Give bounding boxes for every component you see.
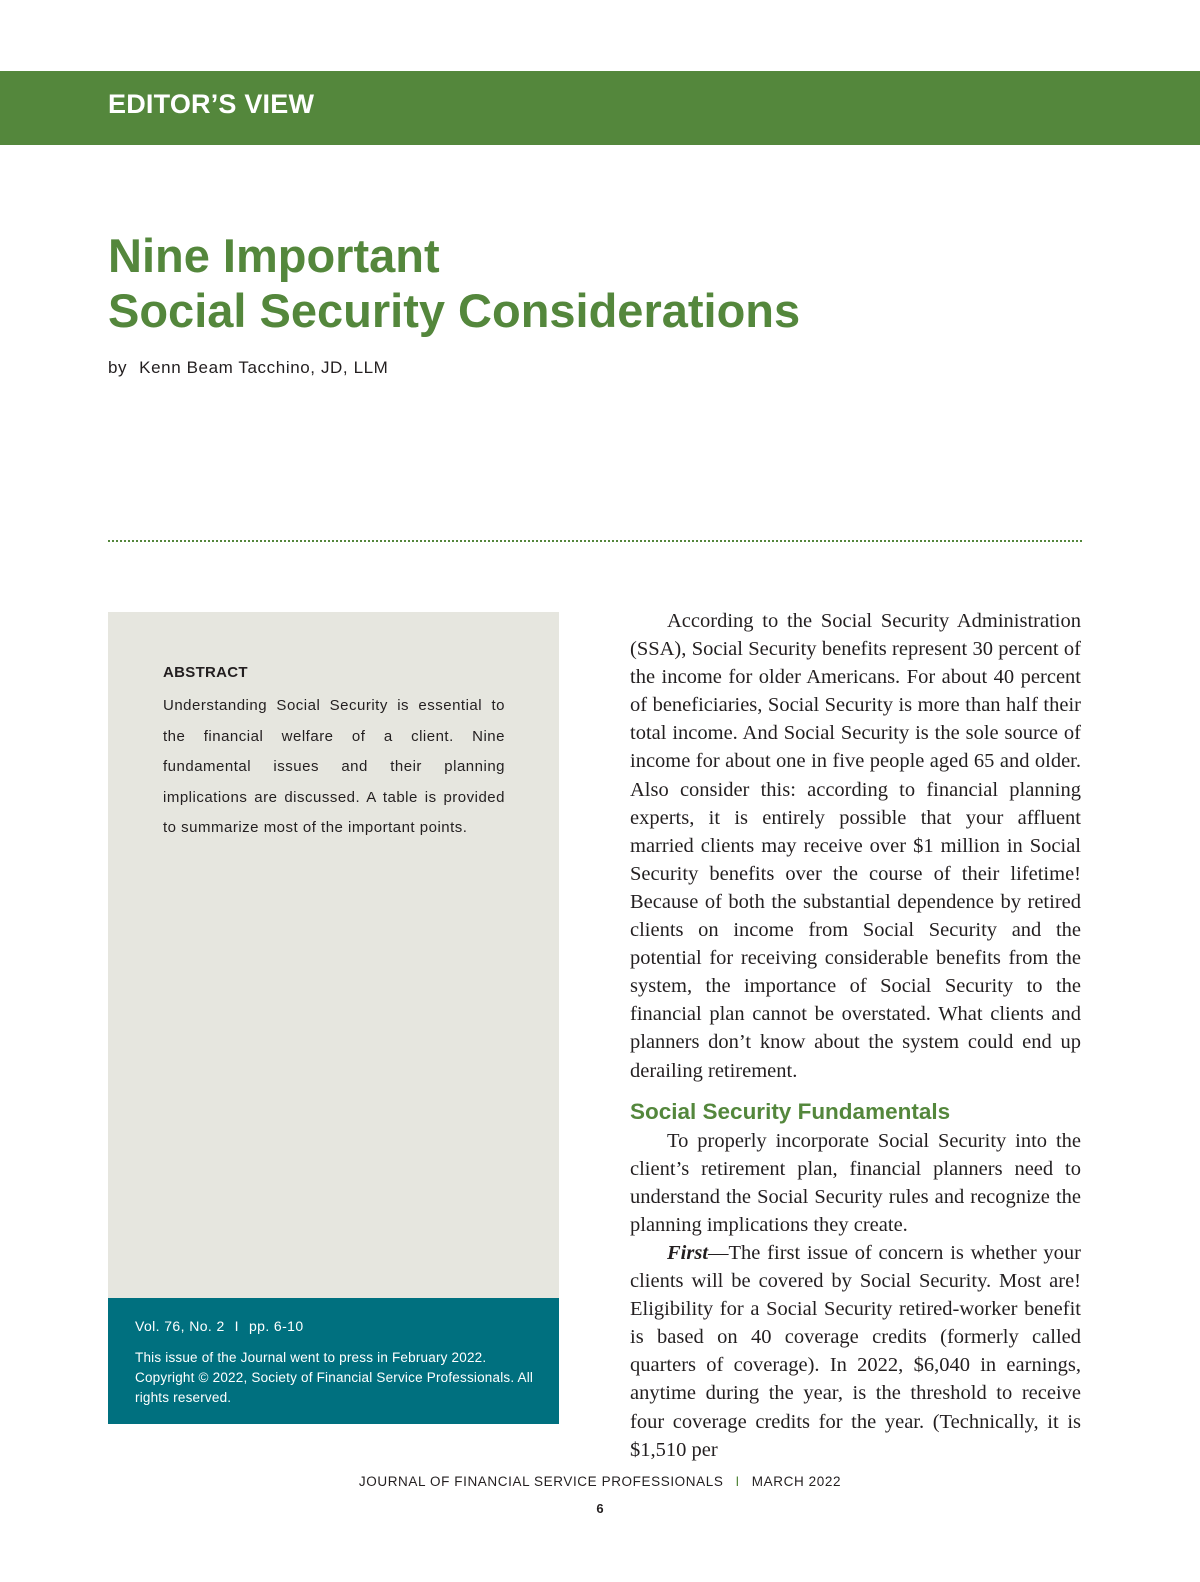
page-number: 6 [596, 1501, 604, 1516]
issue-info-box [108, 1298, 559, 1424]
dotted-divider [108, 540, 1082, 542]
issue-volume: Vol. 76, No. 2 [135, 1318, 225, 1334]
intro-paragraph: According to the Social Security Administration (SSA), Social Security benefits represent 30 percent of the income for older Americans. For about 40 percent of beneficiaries, Social Security is more than half their total income. And Social Security is the sole source of income for about one in five people aged 65 and older. Also consider this: according to financial planning experts, it is entirely possible that your affluent married clients may receive over $1 million in Social Security benefits over the course of their lifetime! Because of both the substantial dependence by retired clients on income from Social Security and the potential for receiving considerable benefits from the system, the importance of Social Security to the financial plan cannot be overstated. What clients and planners don’t know about the system could end up derailing retirement. [630, 610, 1081, 1082]
page-footer [0, 1474, 1200, 1489]
section-heading: Social Security Fundamentals [630, 1098, 951, 1124]
footer-separator: I [735, 1474, 740, 1489]
issue-pages: pp. 6-10 [248, 1318, 304, 1334]
first-issue-text: —The first issue of concern is whether your clients will be covered by Social Security. Most are! Eligibility for a Social Security retired-worker benefit is based on 40 coverage credits (formerly called quarters of coverage). In 2022, $6,040 in earnings, anytime during the year, is the threshold to receive four coverage credits for the year. (Technically, it is $1,510 per [630, 1241, 1081, 1461]
article-title-line-1: Nine Important [108, 229, 440, 282]
issue-copyright-note: This issue of the Journal went to press in February 2022. Copyright © 2022, Society of Financial Service Professionals. All rights reserved. [135, 1350, 534, 1405]
author-name: Kenn Beam Tacchino, JD, LLM [139, 358, 389, 377]
first-issue-paragraph [630, 1239, 1081, 1464]
article-body [630, 607, 1081, 1464]
abstract-heading: ABSTRACT [163, 664, 248, 681]
byline-prefix: by [108, 358, 128, 377]
footer-date: MARCH 2022 [751, 1474, 842, 1489]
byline [108, 358, 388, 378]
footer-journal: JOURNAL OF FINANCIAL SERVICE PROFESSIONALS [358, 1474, 724, 1489]
issue-volume-line [135, 1318, 304, 1334]
section-paragraph: To properly incorporate Social Security into the client’s retirement plan, financial planners need to understand the Social Security rules and recognize the planning implications they create. [630, 1129, 1081, 1236]
abstract-text: Understanding Social Security is essential to the financial welfare of a client. Nine fundamental issues and their planning implications are discussed. A table is provided to summarize most of the important points. [163, 697, 505, 836]
first-run-in: First [667, 1241, 709, 1264]
section-banner [0, 71, 1200, 145]
article-title [108, 228, 800, 338]
section-label: EDITOR’S VIEW [108, 89, 315, 119]
abstract-box [108, 612, 559, 1298]
article-title-line-2: Social Security Considerations [108, 284, 801, 337]
issue-separator: I [234, 1318, 239, 1334]
